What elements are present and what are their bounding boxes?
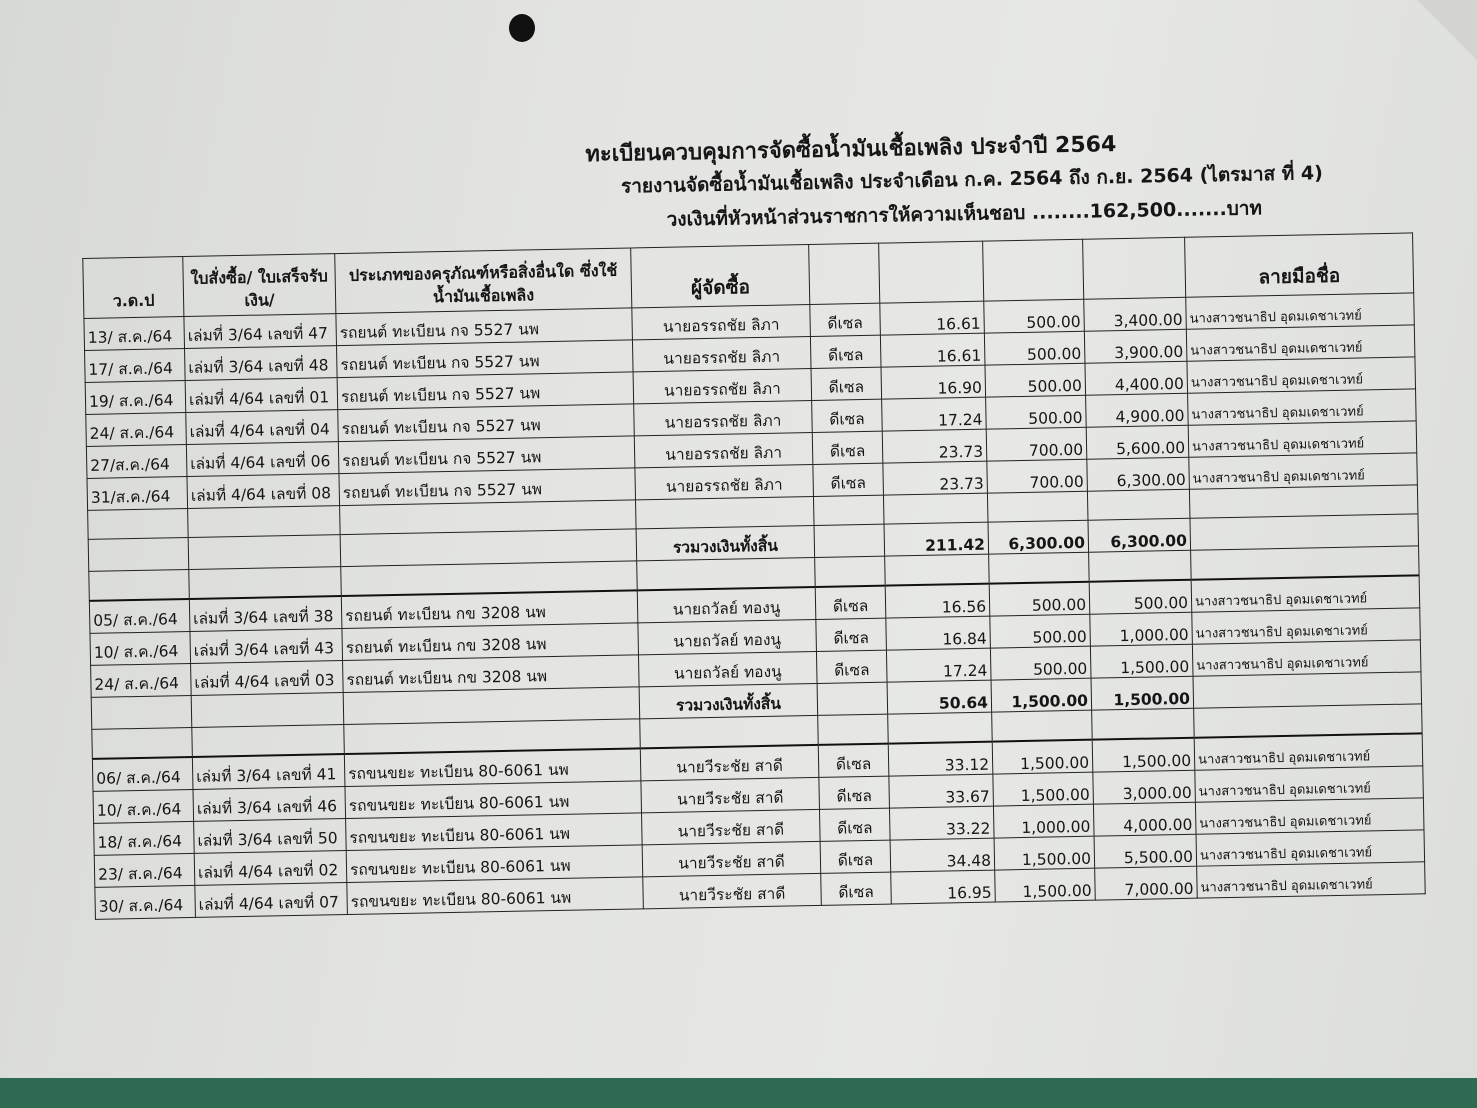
cell-equipment: รถขนขยะ ทะเบียน 80-6061 นพ (346, 845, 643, 883)
cell-date: 17/ ส.ค./64 (85, 349, 186, 383)
cell-liters: 17.24 (886, 648, 991, 682)
cell-signature: นางสาวชนาธิป อุดมเดชาเวทย์ (1191, 575, 1420, 612)
cell-buyer: นายถวัลย์ ทองนู (637, 587, 816, 623)
cell-date: 10/ ส.ค./64 (90, 631, 191, 665)
cell-liters: 16.61 (880, 333, 985, 367)
cell-buyer: นายอรรถชัย ลิภา (635, 464, 814, 499)
cell-receipt: เล่มที่ 3/64 เลขที่ 47 (184, 314, 337, 349)
col-receipt: ใบสั่งซื้อ/ ใบเสร็จรับเงิน/ (183, 254, 336, 317)
cell-fuel-type: ดีเซล (812, 399, 883, 432)
total-cumulative: 1,500.00 (1091, 676, 1194, 710)
cell-signature: นางสาวชนาธิป อุดมเดชาเวทย์ (1194, 733, 1423, 770)
cell-date: 05/ ส.ค./64 (89, 599, 190, 633)
empty-cell (814, 524, 885, 557)
cell-buyer: นายอรรถชัย ลิภา (633, 369, 812, 404)
cell-receipt: เล่มที่ 4/64 เลขที่ 06 (186, 442, 339, 477)
empty-cell (815, 556, 886, 587)
cell-date: 30/ ส.ค./64 (95, 885, 196, 919)
empty-cell (1190, 514, 1419, 550)
empty-cell (188, 506, 341, 538)
col-equipment: ประเภทของครุภัณฑ์หรือสิ่งอื่นใด ซึ่งใช้น้ำมันเชื้อเพลิง (335, 248, 632, 314)
cell-receipt: เล่มที่ 3/64 เลขที่ 46 (193, 787, 346, 822)
cell-liters: 16.56 (885, 584, 990, 618)
table-body (84, 293, 1425, 919)
cell-date: 18/ ส.ค./64 (94, 821, 195, 855)
cell-cumulative: 4,000.00 (1093, 802, 1196, 836)
total-liters: 211.42 (884, 522, 989, 556)
cell-cumulative: 3,900.00 (1084, 329, 1187, 363)
col-signature: ลายมือชื่อ (1185, 233, 1414, 297)
cell-amount: 500.00 (985, 363, 1086, 397)
document-subtitle: รายงานจัดซื้อน้ำมันเชื้อเพลิง ประจำเดือน ก.ค. 2564 ถึง ก.ย. 2564 (ไตรมาส ที่ 4) (620, 162, 1324, 198)
empty-cell (189, 567, 342, 599)
total-amount: 6,300.00 (988, 520, 1089, 554)
cell-equipment: รถขนขยะ ทะเบียน 80-6061 นพ (344, 748, 641, 786)
empty-cell (188, 535, 341, 570)
cell-equipment: รถยนต์ ทะเบียน กจ 5527 นพ (337, 372, 634, 410)
empty-cell (883, 493, 988, 524)
cell-signature: นางสาวชนาธิป อุดมเดชาเวทย์ (1196, 830, 1425, 866)
total-cumulative: 6,300.00 (1088, 518, 1191, 552)
empty-cell (92, 727, 193, 758)
cell-cumulative: 1,500.00 (1092, 738, 1195, 772)
cell-fuel-type: ดีเซล (819, 776, 890, 809)
empty-cell (88, 509, 189, 540)
col-cumulative (1083, 237, 1186, 299)
cell-equipment: รถยนต์ ทะเบียน กข 3208 นพ (343, 655, 640, 693)
cell-buyer: นายถวัลย์ ทองนู (638, 619, 817, 654)
cell-liters: 23.73 (882, 429, 987, 463)
cell-receipt: เล่มที่ 3/64 เลขที่ 48 (185, 346, 338, 381)
empty-cell (637, 557, 816, 590)
cell-receipt: เล่มที่ 3/64 เลขที่ 41 (192, 754, 345, 789)
total-amount: 1,500.00 (991, 678, 1092, 712)
col-date: ว.ด.ป (83, 257, 184, 319)
empty-cell (987, 491, 1088, 522)
cell-equipment: รถยนต์ ทะเบียน กจ 5527 นพ (339, 468, 636, 506)
cell-amount: 1,500.00 (994, 836, 1095, 870)
cell-receipt: เล่มที่ 3/64 เลขที่ 43 (190, 629, 343, 664)
cell-buyer: นายอรรถชัย ลิภา (632, 305, 811, 340)
cell-receipt: เล่มที่ 4/64 เลขที่ 07 (195, 883, 348, 918)
empty-cell (640, 715, 819, 748)
cell-date: 13/ ส.ค./64 (84, 317, 185, 351)
empty-cell (89, 569, 190, 600)
cell-buyer: นายวีระชัย สาดี (643, 873, 822, 908)
document-title: ทะเบียนควบคุมการจัดซื้อน้ำมันเชื้อเพลิง ประจำปี 2564 (585, 132, 1117, 168)
empty-cell (1189, 485, 1418, 518)
cell-equipment: รถขนขยะ ทะเบียน 80-6061 นพ (346, 813, 643, 851)
cell-cumulative: 3,000.00 (1093, 770, 1196, 804)
empty-cell (989, 552, 1090, 583)
cell-receipt: เล่มที่ 3/64 เลขที่ 38 (189, 596, 342, 631)
cell-signature: นางสาวชนาธิป อุดมเดชาเวทย์ (1192, 640, 1421, 676)
empty-cell (88, 537, 189, 571)
cell-cumulative: 7,000.00 (1095, 866, 1198, 900)
cell-signature: นางสาวชนาธิป อุดมเดชาเวทย์ (1195, 766, 1424, 802)
cell-amount: 700.00 (986, 427, 1087, 461)
cell-fuel-type: ดีเซล (815, 586, 886, 620)
cell-liters: 33.22 (889, 806, 994, 840)
cell-fuel-type: ดีเซล (816, 618, 887, 651)
cell-amount: 500.00 (990, 646, 1091, 680)
empty-cell (1089, 550, 1192, 581)
empty-cell (1193, 672, 1422, 708)
punch-hole (509, 14, 535, 42)
empty-cell (818, 714, 889, 745)
cell-amount: 500.00 (984, 299, 1085, 333)
fuel-purchase-table (82, 232, 1425, 919)
cell-liters: 34.48 (890, 838, 995, 872)
cell-amount: 1,500.00 (995, 868, 1096, 902)
cell-equipment: รถยนต์ ทะเบียน กจ 5527 นพ (336, 308, 633, 346)
cell-receipt: เล่มที่ 4/64 เลขที่ 08 (187, 474, 340, 509)
cell-receipt: เล่มที่ 3/64 เลขที่ 50 (194, 819, 347, 854)
empty-cell (636, 496, 815, 528)
cell-signature: นางสาวชนาธิป อุดมเดชาเวทย์ (1197, 862, 1426, 898)
cell-receipt: เล่มที่ 4/64 เลขที่ 02 (194, 851, 347, 886)
cell-buyer: นายวีระชัย สาดี (641, 777, 820, 812)
empty-cell (1092, 708, 1195, 739)
cell-amount: 1,000.00 (993, 804, 1094, 838)
empty-cell (885, 554, 990, 585)
total-label: รวมวงเงินทั้งสิ้น (639, 683, 818, 718)
cell-cumulative: 4,400.00 (1085, 361, 1188, 395)
cell-amount: 500.00 (986, 395, 1087, 429)
empty-cell (1191, 546, 1420, 580)
cell-buyer: นายวีระชัย สาดี (640, 745, 819, 781)
cell-liters: 33.12 (888, 742, 993, 776)
col-fuel-type (809, 243, 880, 304)
cell-date: 23/ ส.ค./64 (94, 853, 195, 887)
cell-fuel-type: ดีเซล (813, 463, 884, 496)
cell-equipment: รถยนต์ ทะเบียน กจ 5527 นพ (338, 436, 635, 474)
cell-amount: 1,500.00 (993, 772, 1094, 806)
cell-amount: 500.00 (989, 582, 1090, 616)
cell-amount: 500.00 (990, 614, 1091, 648)
budget-line: วงเงินที่หัวหน้าส่วนราชการให้ความเห็นชอบ ........162,500.......บาท (666, 197, 1263, 231)
cell-fuel-type: ดีเซล (812, 431, 883, 464)
cell-date: 19/ ส.ค./64 (85, 381, 186, 415)
cell-liters: 23.73 (883, 461, 988, 495)
cell-liters: 17.24 (882, 397, 987, 431)
cell-fuel-type: ดีเซล (810, 335, 881, 368)
empty-cell (191, 693, 344, 728)
cell-fuel-type: ดีเซล (818, 744, 889, 778)
cell-buyer: นายอรรถชัย ลิภา (634, 401, 813, 436)
cell-date: 10/ ส.ค./64 (93, 789, 194, 823)
cell-liters: 16.84 (886, 616, 991, 650)
cell-signature: นางสาวชนาธิป อุดมเดชาเวทย์ (1195, 798, 1424, 834)
cell-signature: นางสาวชนาธิป อุดมเดชาเวทย์ (1188, 421, 1417, 457)
cell-date: 24/ ส.ค./64 (86, 413, 187, 447)
cell-cumulative: 3,400.00 (1084, 297, 1187, 331)
cell-fuel-type: ดีเซล (816, 650, 887, 683)
total-liters: 50.64 (887, 680, 992, 714)
empty-cell (192, 725, 345, 757)
col-amount (983, 239, 1084, 301)
cell-buyer: นายอรรถชัย ลิภา (632, 337, 811, 372)
cell-signature: นางสาวชนาธิป อุดมเดชาเวทย์ (1186, 293, 1415, 329)
empty-cell (1194, 704, 1423, 738)
cell-signature: นางสาวชนาธิป อุดมเดชาเวทย์ (1188, 389, 1417, 425)
empty-cell (992, 710, 1093, 741)
cell-signature: นางสาวชนาธิป อุดมเดชาเวทย์ (1192, 608, 1421, 644)
cell-cumulative: 5,500.00 (1094, 834, 1197, 868)
cell-amount: 500.00 (984, 331, 1085, 365)
cell-cumulative: 1,500.00 (1090, 644, 1193, 678)
cell-equipment: รถยนต์ ทะเบียน กจ 5527 นพ (336, 340, 633, 378)
col-buyer: ผู้จัดซื้อ (631, 245, 810, 308)
cell-fuel-type: ดีเซล (821, 872, 892, 905)
cell-signature: นางสาวชนาธิป อุดมเดชาเวทย์ (1186, 325, 1415, 361)
cell-equipment: รถยนต์ ทะเบียน กจ 5527 นพ (338, 404, 635, 442)
empty-cell (813, 495, 884, 525)
cell-liters: 16.95 (891, 870, 996, 904)
empty-cell (817, 682, 888, 715)
total-label: รวมวงเงินทั้งสิ้น (636, 525, 815, 560)
cell-fuel-type: ดีเซล (819, 808, 890, 841)
cell-fuel-type: ดีเซล (810, 303, 881, 336)
empty-cell (1087, 489, 1190, 520)
empty-cell (888, 712, 993, 743)
cell-equipment: รถขนขยะ ทะเบียน 80-6061 นพ (347, 877, 644, 915)
cell-date: 24/ ส.ค./64 (91, 663, 192, 697)
cell-date: 31/ส.ค./64 (87, 477, 188, 511)
empty-cell (91, 695, 192, 729)
cell-cumulative: 4,900.00 (1086, 393, 1189, 427)
cell-signature: นางสาวชนาธิป อุดมเดชาเวทย์ (1187, 357, 1416, 393)
cell-fuel-type: ดีเซล (820, 840, 891, 873)
cell-liters: 16.90 (881, 365, 986, 399)
cell-cumulative: 1,000.00 (1090, 612, 1193, 646)
cell-cumulative: 6,300.00 (1087, 457, 1190, 491)
cell-date: 27/ส.ค./64 (86, 445, 187, 479)
cell-receipt: เล่มที่ 4/64 เลขที่ 01 (185, 378, 338, 413)
cell-receipt: เล่มที่ 4/64 เลขที่ 04 (186, 410, 339, 445)
cell-date: 06/ ส.ค./64 (92, 757, 193, 791)
cell-liters: 33.67 (889, 774, 994, 808)
cell-amount: 1,500.00 (992, 740, 1093, 774)
cell-fuel-type: ดีเซล (811, 367, 882, 400)
cell-cumulative: 5,600.00 (1086, 425, 1189, 459)
cell-signature: นางสาวชนาธิป อุดมเดชาเวทย์ (1189, 453, 1418, 489)
cell-buyer: นายอรรถชัย ลิภา (634, 432, 813, 467)
cell-cumulative: 500.00 (1089, 580, 1192, 614)
cell-buyer: นายวีระชัย สาดี (642, 841, 821, 876)
cell-equipment: รถยนต์ ทะเบียน กข 3208 นพ (341, 590, 638, 628)
page-corner (1417, 0, 1477, 60)
cell-buyer: นายวีระชัย สาดี (642, 809, 821, 844)
cell-liters: 16.61 (880, 301, 985, 335)
col-liters (879, 241, 984, 303)
cell-amount: 700.00 (987, 459, 1088, 493)
document (80, 114, 1442, 916)
cell-equipment: รถขนขยะ ทะเบียน 80-6061 นพ (345, 781, 642, 819)
cell-equipment: รถยนต์ ทะเบียน กข 3208 นพ (342, 623, 639, 661)
cell-receipt: เล่มที่ 4/64 เลขที่ 03 (191, 661, 344, 696)
cell-buyer: นายถวัลย์ ทองนู (638, 651, 817, 686)
